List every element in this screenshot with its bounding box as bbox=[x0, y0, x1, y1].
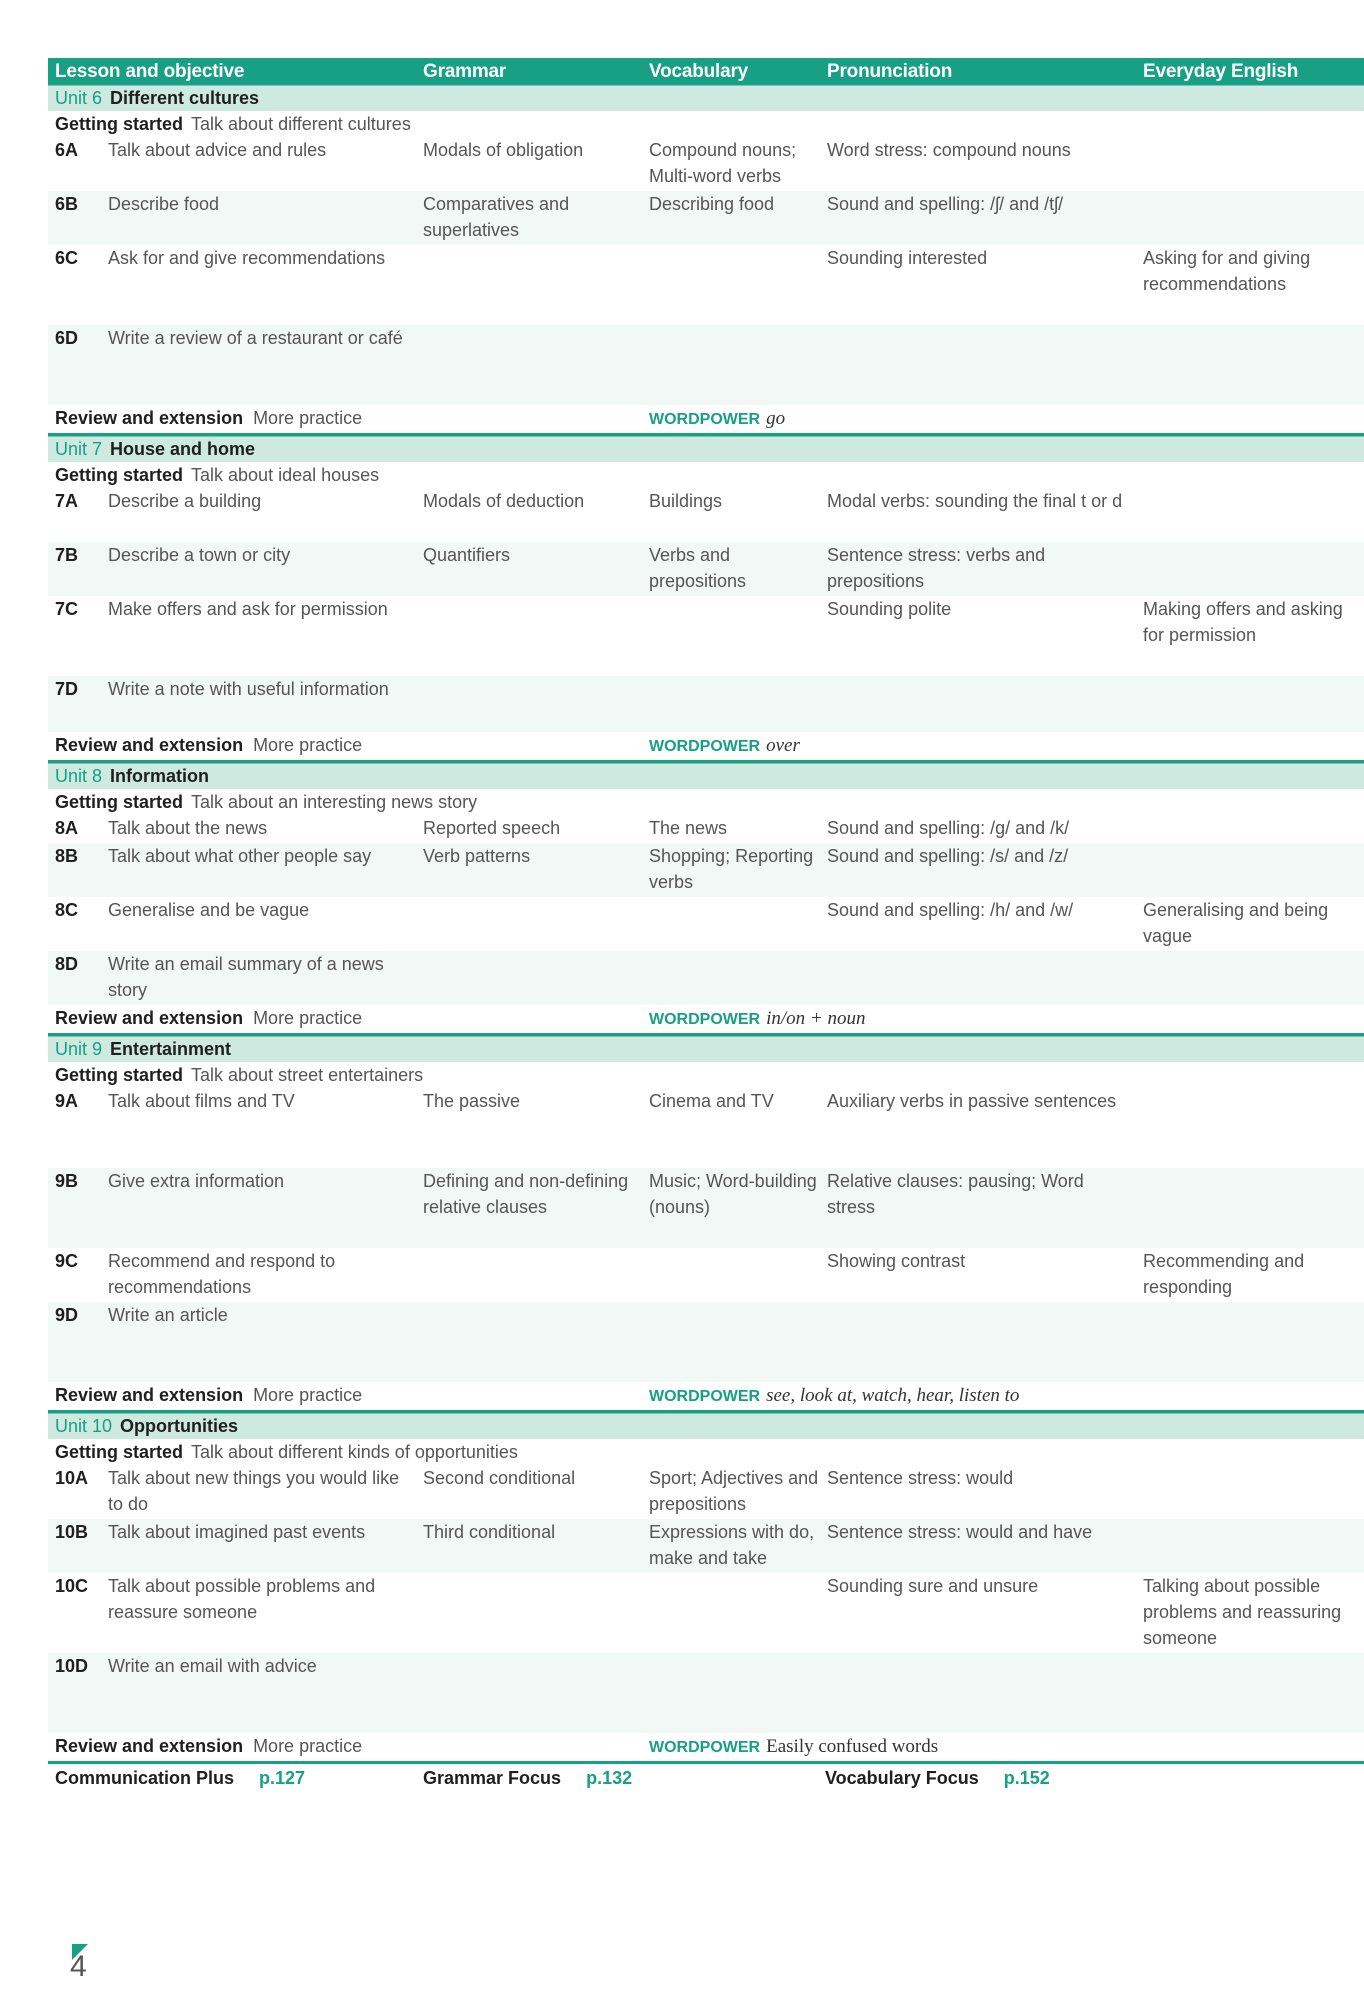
review-row bbox=[48, 405, 1364, 436]
lesson-pronunciation: Modal verbs: sounding the final t or d bbox=[827, 491, 1123, 511]
lesson-row bbox=[48, 676, 1364, 732]
footer-vocabulary-page: p.152 bbox=[1003, 1768, 1050, 1788]
footer-communication bbox=[48, 1764, 416, 1792]
lesson-everyday bbox=[1136, 191, 1364, 245]
lesson-code: 10A bbox=[55, 1468, 89, 1488]
lesson-objective-cell bbox=[48, 1519, 416, 1573]
lesson-vocabulary bbox=[642, 897, 820, 951]
unit-title: Opportunities bbox=[120, 1416, 239, 1436]
footer-communication-label: Communication Plus bbox=[55, 1768, 235, 1788]
lesson-grammar bbox=[416, 596, 642, 676]
wordpower-cell bbox=[642, 732, 1364, 760]
lesson-objective: Talk about possible problems and reassure someone bbox=[108, 1576, 376, 1622]
lesson-code: 9C bbox=[55, 1251, 79, 1271]
lesson-code: 7A bbox=[55, 491, 79, 511]
lesson-objective-cell bbox=[48, 1248, 416, 1302]
lesson-row bbox=[48, 596, 1364, 676]
lesson-pronunciation: Showing contrast bbox=[827, 1251, 966, 1271]
lesson-objective-cell bbox=[48, 1168, 416, 1248]
review-label: Review and extension bbox=[55, 1736, 244, 1756]
lesson-vocabulary: Music; Word-building (nouns) bbox=[649, 1171, 817, 1217]
lesson-everyday bbox=[1136, 676, 1364, 732]
unit-heading bbox=[48, 436, 1364, 462]
lesson-grammar bbox=[416, 897, 642, 951]
lesson-pronunciation bbox=[820, 951, 1136, 1005]
lesson-grammar bbox=[416, 951, 642, 1005]
lesson-grammar bbox=[416, 1302, 642, 1382]
wordpower-cell bbox=[642, 1382, 1364, 1410]
wordpower-label: WORDPOWER bbox=[649, 1388, 761, 1405]
lesson-everyday bbox=[1136, 1302, 1364, 1382]
lesson-objective: Talk about films and TV bbox=[108, 1091, 295, 1111]
lesson-code: 10C bbox=[55, 1576, 89, 1596]
wordpower-cell bbox=[642, 1733, 1364, 1761]
review-label: Review and extension bbox=[55, 1385, 244, 1405]
lesson-code: 6D bbox=[55, 328, 79, 348]
review-cell bbox=[48, 1005, 416, 1033]
lesson-objective-cell bbox=[48, 596, 416, 676]
lesson-grammar: Third conditional bbox=[423, 1522, 556, 1542]
header-lesson: Lesson and objective bbox=[55, 60, 245, 82]
lesson-objective: Describe food bbox=[108, 194, 220, 214]
unit-title: Entertainment bbox=[110, 1039, 232, 1059]
lesson-vocabulary: Sport; Adjectives and prepositions bbox=[649, 1468, 819, 1514]
getting-started-text: Talk about different cultures bbox=[191, 114, 411, 134]
lesson-objective: Ask for and give recommendations bbox=[108, 248, 386, 268]
getting-started-row bbox=[48, 1439, 1364, 1465]
lesson-row bbox=[48, 191, 1364, 245]
lesson-code: 8D bbox=[55, 954, 79, 974]
footer-vocabulary bbox=[818, 1764, 1364, 1792]
lesson-objective: Write an email summary of a news story bbox=[108, 954, 384, 1000]
lesson-everyday bbox=[1136, 1168, 1364, 1248]
lesson-grammar: The passive bbox=[423, 1091, 521, 1111]
lesson-row bbox=[48, 1519, 1364, 1573]
lesson-pronunciation bbox=[820, 1302, 1136, 1382]
lesson-row bbox=[48, 1168, 1364, 1248]
lesson-objective: Make offers and ask for permission bbox=[108, 599, 388, 619]
wordpower-label: WORDPOWER bbox=[649, 1011, 761, 1028]
lesson-code: 6C bbox=[55, 248, 79, 268]
lesson-objective: Talk about what other people say bbox=[108, 846, 372, 866]
lesson-row bbox=[48, 325, 1364, 405]
lesson-vocabulary bbox=[642, 1248, 820, 1302]
getting-started-row bbox=[48, 462, 1364, 488]
unit-heading bbox=[48, 763, 1364, 789]
lesson-grammar: Defining and non-defining relative clauses bbox=[423, 1171, 629, 1217]
lesson-objective: Talk about new things you would like to do bbox=[108, 1468, 400, 1514]
lesson-pronunciation: Sound and spelling: /ʃ/ and /tʃ/ bbox=[827, 194, 1064, 214]
lesson-vocabulary bbox=[642, 951, 820, 1005]
lesson-everyday bbox=[1136, 1519, 1364, 1573]
footer-references bbox=[48, 1764, 1364, 1792]
lesson-everyday bbox=[1136, 137, 1364, 191]
lesson-pronunciation: Sound and spelling: /g/ and /k/ bbox=[827, 818, 1070, 838]
review-row bbox=[48, 1382, 1364, 1413]
lesson-objective-cell bbox=[48, 1088, 416, 1168]
review-spacer bbox=[416, 1733, 642, 1761]
lesson-vocabulary bbox=[642, 676, 820, 732]
lesson-grammar: Comparatives and superlatives bbox=[423, 194, 570, 240]
wordpower-label: WORDPOWER bbox=[649, 1739, 761, 1756]
lesson-code: 8A bbox=[55, 818, 79, 838]
header-pronunciation: Pronunciation bbox=[827, 60, 953, 82]
lesson-code: 9A bbox=[55, 1091, 79, 1111]
lesson-pronunciation: Sentence stress: would and have bbox=[827, 1522, 1093, 1542]
wordpower-label: WORDPOWER bbox=[649, 738, 761, 755]
lesson-code: 9D bbox=[55, 1305, 79, 1325]
lesson-code: 7B bbox=[55, 545, 79, 565]
lesson-row bbox=[48, 542, 1364, 596]
lesson-pronunciation: Sounding polite bbox=[827, 599, 952, 619]
lesson-everyday bbox=[1136, 325, 1364, 405]
lesson-grammar: Verb patterns bbox=[423, 846, 531, 866]
footer-grammar bbox=[416, 1764, 818, 1792]
review-text: More practice bbox=[253, 735, 363, 755]
lesson-everyday bbox=[1136, 815, 1364, 843]
review-label: Review and extension bbox=[55, 1008, 244, 1028]
review-label: Review and extension bbox=[55, 735, 244, 755]
lesson-grammar: Reported speech bbox=[423, 818, 561, 838]
review-text: More practice bbox=[253, 1736, 363, 1756]
contents-table bbox=[48, 58, 1364, 1792]
review-label: Review and extension bbox=[55, 408, 244, 428]
getting-started-row bbox=[48, 1062, 1364, 1088]
unit-heading bbox=[48, 1413, 1364, 1439]
lesson-everyday: Making offers and asking for permission bbox=[1143, 599, 1343, 645]
review-cell bbox=[48, 405, 416, 433]
units-container bbox=[48, 85, 1364, 1764]
lesson-grammar bbox=[416, 325, 642, 405]
lesson-everyday bbox=[1136, 488, 1364, 542]
lesson-objective-cell bbox=[48, 191, 416, 245]
getting-started-text: Talk about street entertainers bbox=[191, 1065, 424, 1085]
lesson-everyday bbox=[1136, 542, 1364, 596]
review-cell bbox=[48, 1382, 416, 1410]
lesson-row bbox=[48, 897, 1364, 951]
lesson-code: 8B bbox=[55, 846, 79, 866]
lesson-vocabulary bbox=[642, 1653, 820, 1733]
review-row bbox=[48, 732, 1364, 763]
wordpower-label: WORDPOWER bbox=[649, 411, 761, 428]
getting-started-row bbox=[48, 789, 1364, 815]
unit-number: Unit 6 bbox=[55, 88, 103, 108]
lesson-objective-cell bbox=[48, 897, 416, 951]
lesson-code: 8C bbox=[55, 900, 79, 920]
lesson-row bbox=[48, 951, 1364, 1005]
wordpower-word: Easily confused words bbox=[766, 1736, 939, 1757]
review-row bbox=[48, 1005, 1364, 1036]
review-text: More practice bbox=[253, 1385, 363, 1405]
header-grammar: Grammar bbox=[423, 60, 507, 82]
unit-heading bbox=[48, 85, 1364, 111]
wordpower-word: in/on + noun bbox=[766, 1008, 866, 1029]
lesson-vocabulary: Buildings bbox=[649, 491, 723, 511]
lesson-row bbox=[48, 245, 1364, 325]
getting-started-row bbox=[48, 111, 1364, 137]
unit-number: Unit 9 bbox=[55, 1039, 103, 1059]
lesson-pronunciation: Sound and spelling: /s/ and /z/ bbox=[827, 846, 1069, 866]
lesson-objective: Recommend and respond to recommendations bbox=[108, 1251, 336, 1297]
lesson-objective: Describe a town or city bbox=[108, 545, 291, 565]
lesson-everyday bbox=[1136, 1088, 1364, 1168]
lesson-vocabulary bbox=[642, 245, 820, 325]
footer-vocabulary-label: Vocabulary Focus bbox=[825, 1768, 979, 1788]
review-text: More practice bbox=[253, 1008, 363, 1028]
lesson-vocabulary: Verbs and prepositions bbox=[649, 545, 747, 591]
lesson-grammar: Quantifiers bbox=[423, 545, 511, 565]
lesson-pronunciation: Word stress: compound nouns bbox=[827, 140, 1071, 160]
unit-number: Unit 7 bbox=[55, 439, 103, 459]
lesson-vocabulary bbox=[642, 1573, 820, 1653]
getting-started-text: Talk about an interesting news story bbox=[191, 792, 478, 812]
lesson-objective-cell bbox=[48, 542, 416, 596]
lesson-code: 10D bbox=[55, 1656, 89, 1676]
lesson-objective-cell bbox=[48, 245, 416, 325]
lesson-code: 9B bbox=[55, 1171, 79, 1191]
lesson-grammar bbox=[416, 676, 642, 732]
lesson-pronunciation: Relative clauses: pausing; Word stress bbox=[827, 1171, 1084, 1217]
unit-number: Unit 10 bbox=[55, 1416, 113, 1436]
wordpower-word: see, look at, watch, hear, listen to bbox=[766, 1385, 1020, 1406]
lesson-everyday: Talking about possible problems and reassuring someone bbox=[1143, 1576, 1342, 1648]
lesson-pronunciation bbox=[820, 325, 1136, 405]
page-number: 4 bbox=[70, 1950, 87, 1983]
review-cell bbox=[48, 1733, 416, 1761]
lesson-vocabulary: Expressions with do, make and take bbox=[649, 1522, 815, 1568]
lesson-row bbox=[48, 1465, 1364, 1519]
unit-title: Information bbox=[110, 766, 210, 786]
lesson-pronunciation: Sounding sure and unsure bbox=[827, 1576, 1039, 1596]
lesson-pronunciation: Auxiliary verbs in passive sentences bbox=[827, 1091, 1117, 1111]
lesson-row bbox=[48, 1653, 1364, 1733]
footer-grammar-page: p.132 bbox=[586, 1768, 633, 1788]
lesson-vocabulary: The news bbox=[649, 818, 728, 838]
getting-started-text: Talk about ideal houses bbox=[191, 465, 380, 485]
lesson-row bbox=[48, 1573, 1364, 1653]
lesson-vocabulary bbox=[642, 1302, 820, 1382]
lesson-everyday bbox=[1136, 1465, 1364, 1519]
lesson-grammar: Modals of obligation bbox=[423, 140, 584, 160]
lesson-objective-cell bbox=[48, 815, 416, 843]
lesson-objective: Write an article bbox=[108, 1305, 228, 1325]
lesson-everyday: Asking for and giving recommendations bbox=[1143, 248, 1311, 294]
wordpower-word: go bbox=[766, 408, 786, 429]
lesson-objective-cell bbox=[48, 1573, 416, 1653]
lesson-code: 7C bbox=[55, 599, 79, 619]
lesson-objective-cell bbox=[48, 1465, 416, 1519]
lesson-code: 6A bbox=[55, 140, 79, 160]
lesson-everyday bbox=[1136, 843, 1364, 897]
lesson-pronunciation bbox=[820, 676, 1136, 732]
lesson-vocabulary bbox=[642, 325, 820, 405]
lesson-everyday: Recommending and responding bbox=[1143, 1251, 1305, 1297]
lesson-pronunciation: Sound and spelling: /h/ and /w/ bbox=[827, 900, 1074, 920]
lesson-row bbox=[48, 488, 1364, 542]
lesson-pronunciation: Sounding interested bbox=[827, 248, 988, 268]
lesson-objective: Write a note with useful information bbox=[108, 679, 389, 699]
wordpower-cell bbox=[642, 1005, 1364, 1033]
unit-title: House and home bbox=[110, 439, 256, 459]
getting-started-label: Getting started bbox=[55, 792, 184, 812]
lesson-pronunciation: Sentence stress: would bbox=[827, 1468, 1014, 1488]
unit-number: Unit 8 bbox=[55, 766, 103, 786]
lesson-row bbox=[48, 137, 1364, 191]
lesson-objective-cell bbox=[48, 676, 416, 732]
lesson-grammar bbox=[416, 245, 642, 325]
getting-started-label: Getting started bbox=[55, 465, 184, 485]
review-spacer bbox=[416, 1005, 642, 1033]
lesson-row bbox=[48, 843, 1364, 897]
footer-communication-page: p.127 bbox=[259, 1768, 306, 1788]
table-header bbox=[48, 58, 1364, 85]
lesson-objective: Describe a building bbox=[108, 491, 262, 511]
wordpower-cell bbox=[642, 405, 1364, 433]
lesson-vocabulary: Describing food bbox=[649, 194, 775, 214]
lesson-grammar bbox=[416, 1653, 642, 1733]
lesson-objective-cell bbox=[48, 137, 416, 191]
lesson-objective-cell bbox=[48, 951, 416, 1005]
lesson-objective-cell bbox=[48, 843, 416, 897]
footer-grammar-label: Grammar Focus bbox=[423, 1768, 562, 1788]
review-spacer bbox=[416, 732, 642, 760]
lesson-objective: Generalise and be vague bbox=[108, 900, 310, 920]
review-row bbox=[48, 1733, 1364, 1764]
review-text: More practice bbox=[253, 408, 363, 428]
lesson-objective-cell bbox=[48, 1302, 416, 1382]
lesson-everyday: Generalising and being vague bbox=[1143, 900, 1329, 946]
getting-started-label: Getting started bbox=[55, 114, 184, 134]
lesson-objective-cell bbox=[48, 1653, 416, 1733]
lesson-everyday bbox=[1136, 951, 1364, 1005]
lesson-grammar: Second conditional bbox=[423, 1468, 576, 1488]
lesson-grammar bbox=[416, 1573, 642, 1653]
lesson-code: 10B bbox=[55, 1522, 89, 1542]
lesson-grammar bbox=[416, 1248, 642, 1302]
getting-started-label: Getting started bbox=[55, 1065, 184, 1085]
lesson-vocabulary bbox=[642, 596, 820, 676]
header-vocabulary: Vocabulary bbox=[649, 60, 749, 82]
lesson-vocabulary: Compound nouns; Multi-word verbs bbox=[649, 140, 797, 186]
getting-started-label: Getting started bbox=[55, 1442, 184, 1462]
lesson-row bbox=[48, 1088, 1364, 1168]
lesson-row bbox=[48, 1302, 1364, 1382]
lesson-code: 6B bbox=[55, 194, 79, 214]
lesson-objective: Write an email with advice bbox=[108, 1656, 317, 1676]
lesson-objective: Talk about advice and rules bbox=[108, 140, 327, 160]
review-spacer bbox=[416, 405, 642, 433]
unit-heading bbox=[48, 1036, 1364, 1062]
header-everyday-english: Everyday English bbox=[1143, 60, 1299, 82]
review-cell bbox=[48, 732, 416, 760]
lesson-objective: Talk about imagined past events bbox=[108, 1522, 366, 1542]
lesson-row bbox=[48, 1248, 1364, 1302]
lesson-code: 7D bbox=[55, 679, 79, 699]
lesson-objective: Give extra information bbox=[108, 1171, 285, 1191]
getting-started-text: Talk about different kinds of opportunities bbox=[191, 1442, 518, 1462]
review-spacer bbox=[416, 1382, 642, 1410]
unit-title: Different cultures bbox=[110, 88, 260, 108]
lesson-objective: Talk about the news bbox=[108, 818, 268, 838]
lesson-vocabulary: Shopping; Reporting verbs bbox=[649, 846, 814, 892]
wordpower-word: over bbox=[766, 735, 800, 756]
lesson-everyday bbox=[1136, 1653, 1364, 1733]
lesson-pronunciation: Sentence stress: verbs and prepositions bbox=[827, 545, 1046, 591]
lesson-row bbox=[48, 815, 1364, 843]
lesson-vocabulary: Cinema and TV bbox=[649, 1091, 774, 1111]
lesson-grammar: Modals of deduction bbox=[423, 491, 585, 511]
lesson-pronunciation bbox=[820, 1653, 1136, 1733]
lesson-objective-cell bbox=[48, 488, 416, 542]
lesson-objective-cell bbox=[48, 325, 416, 405]
lesson-objective: Write a review of a restaurant or café bbox=[108, 328, 403, 348]
